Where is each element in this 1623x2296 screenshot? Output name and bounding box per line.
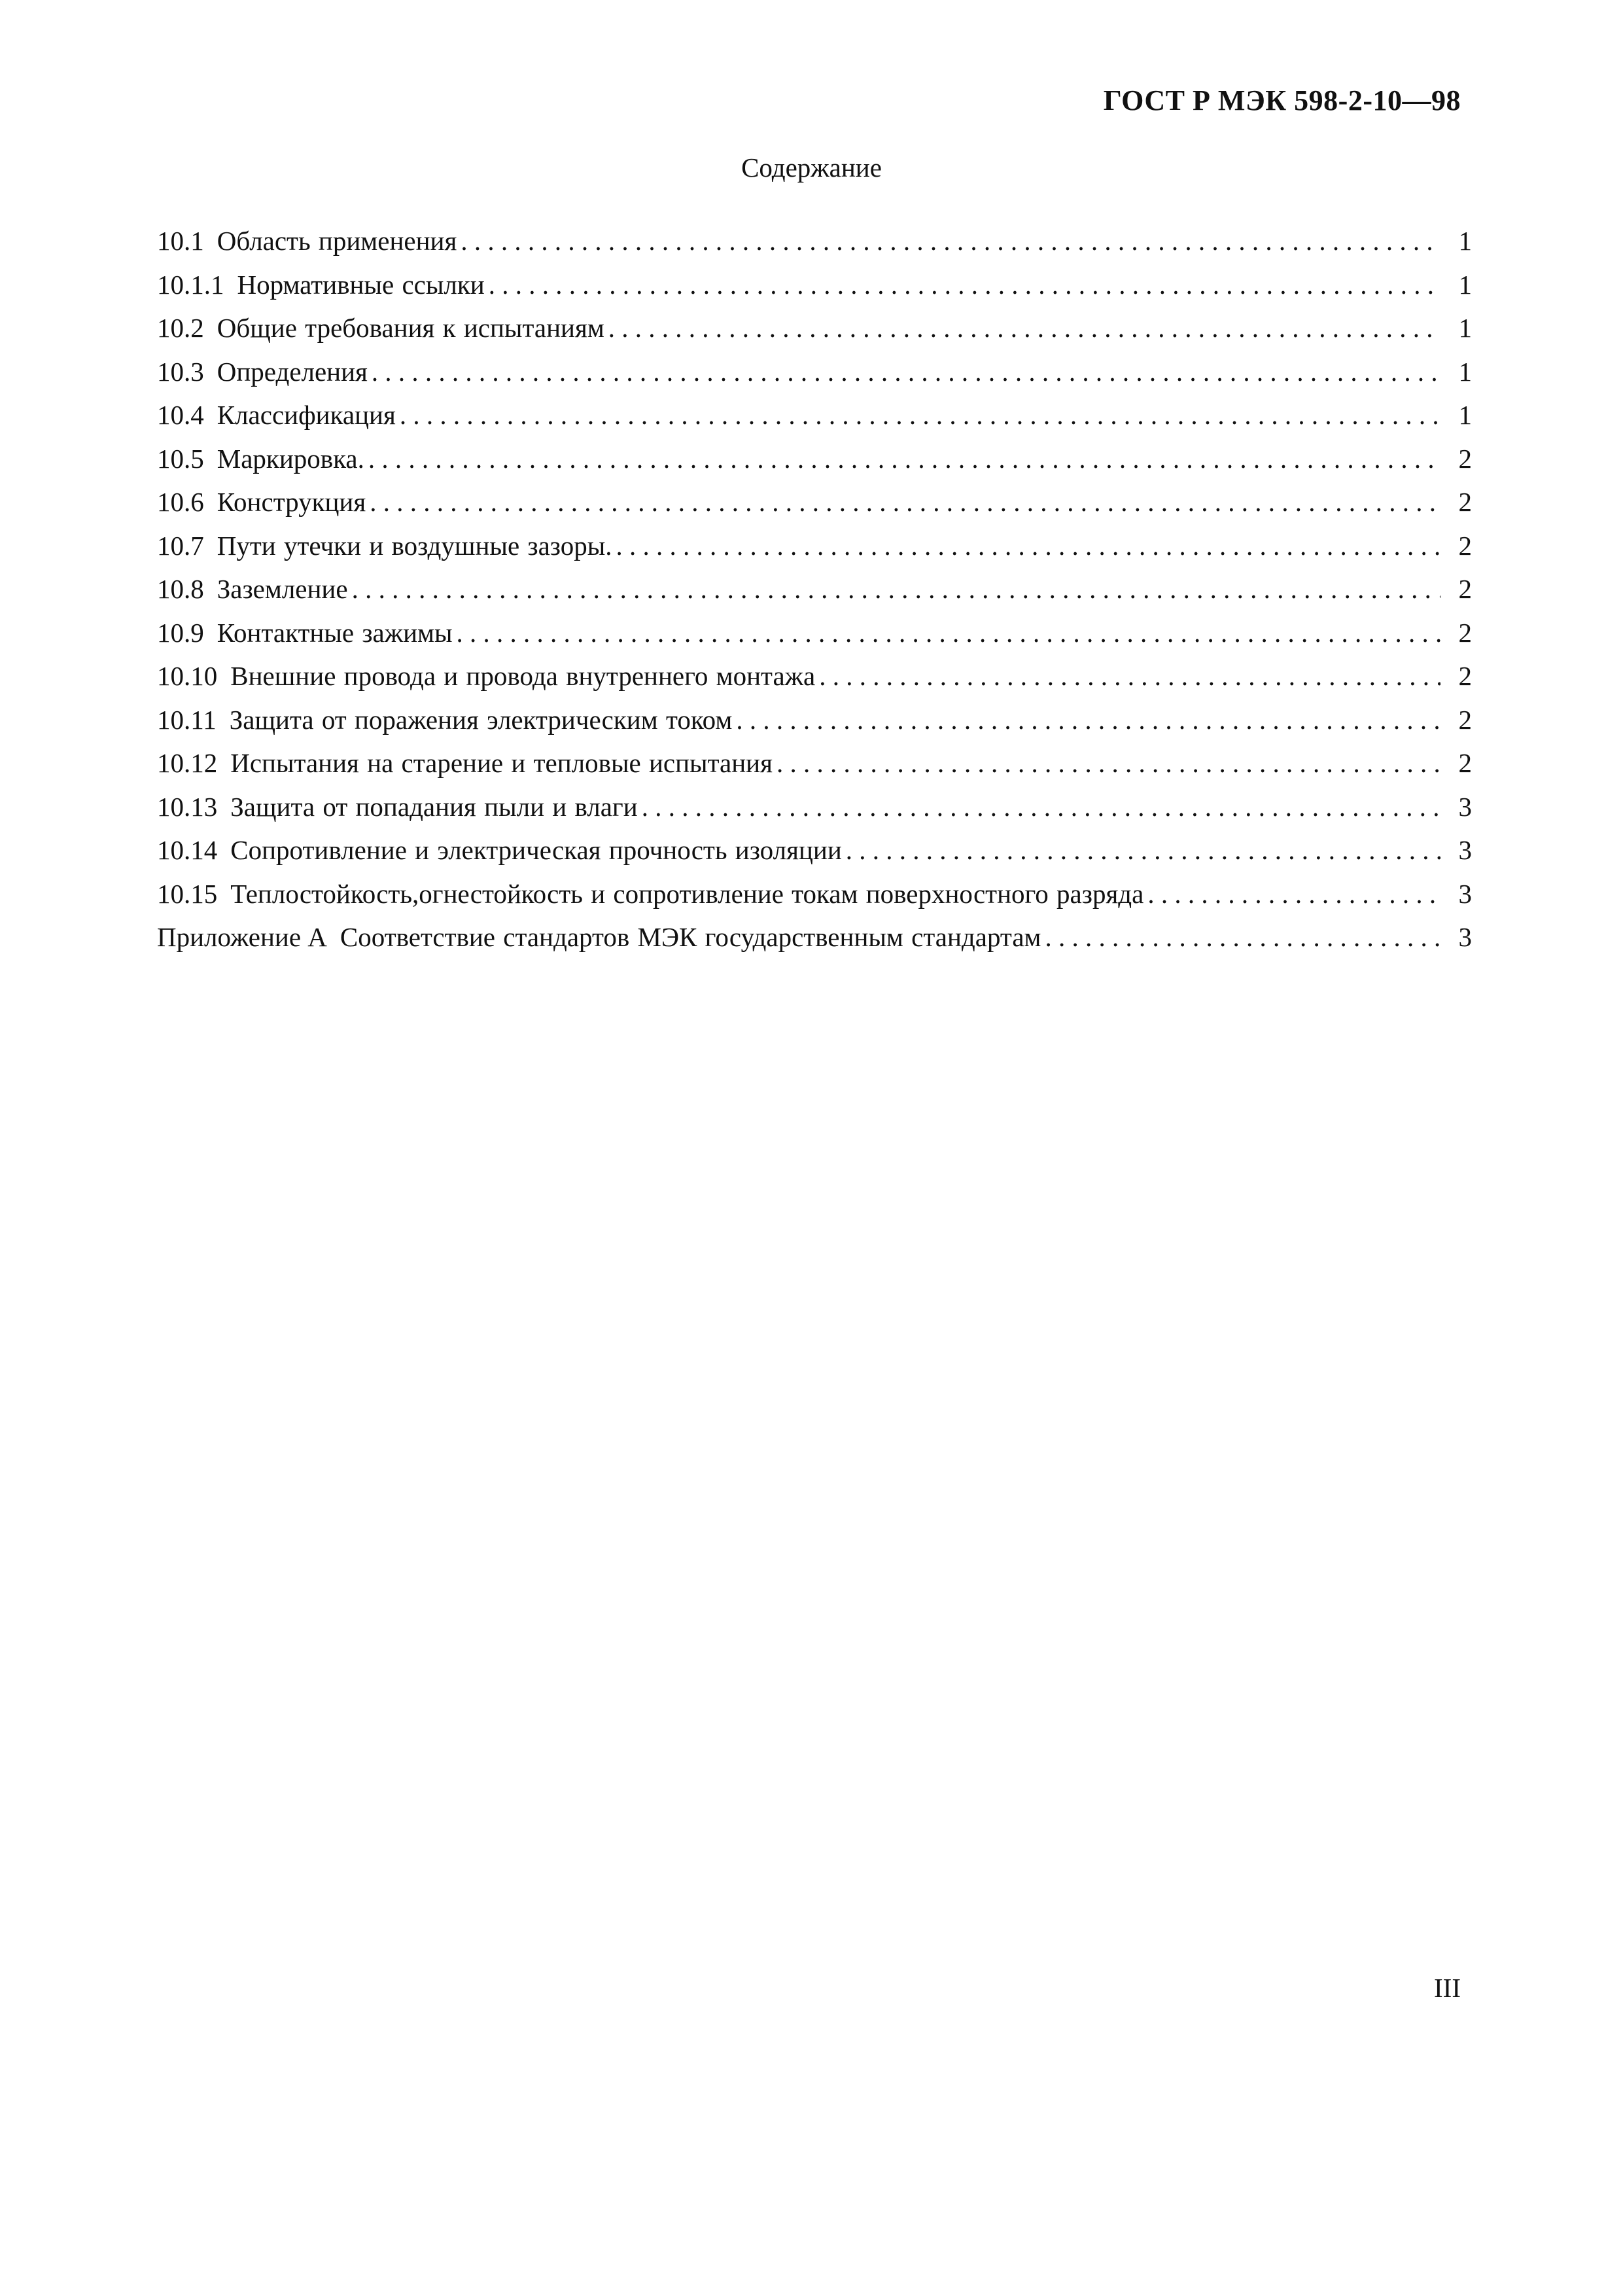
table-of-contents bbox=[157, 225, 1472, 965]
toc-entry-page: 2 bbox=[1458, 443, 1472, 474]
toc-leader-dots bbox=[819, 660, 1440, 692]
toc-entry-number: 10.14 bbox=[157, 835, 218, 865]
toc-entry-number: 10.3 bbox=[157, 356, 204, 387]
toc-leader-dots bbox=[616, 530, 1440, 561]
toc-entry-number: 10.12 bbox=[157, 748, 218, 778]
toc-leader-dots bbox=[489, 269, 1440, 300]
toc-entry-page: 3 bbox=[1458, 878, 1472, 909]
toc-entry-title: Общие требования к испытаниям bbox=[217, 313, 604, 343]
toc-entry-page: 1 bbox=[1458, 356, 1472, 387]
toc-entry-number: 10.11 bbox=[157, 704, 217, 735]
toc-entry-page: 3 bbox=[1458, 791, 1472, 822]
toc-leader-dots bbox=[736, 704, 1440, 735]
toc-entry-number: 10.8 bbox=[157, 574, 204, 604]
toc-entry-title: Определения bbox=[217, 356, 368, 387]
toc-entry-10-6[interactable] bbox=[157, 486, 1472, 530]
toc-leader-dots bbox=[642, 791, 1440, 822]
toc-title: Содержание bbox=[741, 152, 882, 183]
toc-leader-dots bbox=[352, 573, 1440, 605]
toc-entry-10-15[interactable] bbox=[157, 878, 1472, 922]
toc-leader-dots bbox=[372, 356, 1440, 387]
toc-entry-page: 2 bbox=[1458, 748, 1472, 778]
toc-entry-10-14[interactable] bbox=[157, 834, 1472, 878]
toc-entry-title: Заземление bbox=[217, 574, 348, 604]
toc-entry-10-5[interactable] bbox=[157, 443, 1472, 487]
toc-entry-title: Маркировка. bbox=[217, 443, 364, 474]
toc-entry-number: 10.13 bbox=[157, 791, 218, 822]
toc-leader-dots bbox=[457, 617, 1441, 648]
toc-entry-title: Испытания на старение и тепловые испытания bbox=[230, 748, 773, 778]
toc-entry-10-8[interactable] bbox=[157, 573, 1472, 617]
toc-entry-page: 2 bbox=[1458, 530, 1472, 561]
toc-leader-dots bbox=[1147, 878, 1440, 910]
toc-entry-number: 10.6 bbox=[157, 487, 204, 517]
toc-entry-title: Пути утечки и воздушные зазоры. bbox=[217, 530, 612, 561]
toc-leader-dots bbox=[1045, 921, 1440, 953]
toc-entry-number: 10.1 bbox=[157, 226, 204, 256]
toc-entry-page: 2 bbox=[1458, 661, 1472, 691]
toc-entry-number: 10.5 bbox=[157, 443, 204, 474]
toc-leader-dots bbox=[608, 312, 1440, 344]
toc-entry-page: 1 bbox=[1458, 400, 1472, 430]
toc-entry-number: 10.10 bbox=[157, 661, 218, 691]
toc-entry-number: Приложение А bbox=[157, 922, 327, 952]
toc-leader-dots bbox=[461, 225, 1440, 256]
toc-entry-title: Область применения bbox=[217, 226, 457, 256]
toc-entry-number: 10.7 bbox=[157, 530, 204, 561]
toc-leader-dots bbox=[368, 443, 1440, 474]
toc-entry-10-9[interactable] bbox=[157, 617, 1472, 661]
toc-entry-page: 2 bbox=[1458, 617, 1472, 648]
toc-entry-page: 3 bbox=[1458, 835, 1472, 865]
toc-entry-number: 10.1.1 bbox=[157, 269, 224, 300]
toc-entry-page: 3 bbox=[1458, 922, 1472, 952]
toc-entry-title: Сопротивление и электрическая прочность изоляции bbox=[230, 835, 842, 865]
toc-leader-dots bbox=[370, 486, 1440, 518]
toc-entry-10-4[interactable] bbox=[157, 399, 1472, 443]
toc-leader-dots bbox=[846, 834, 1440, 866]
toc-entry-10-13[interactable] bbox=[157, 791, 1472, 835]
toc-entry-10-11[interactable] bbox=[157, 704, 1472, 748]
toc-leader-dots bbox=[777, 747, 1440, 779]
toc-entry-number: 10.2 bbox=[157, 313, 204, 343]
toc-entry-number: 10.4 bbox=[157, 400, 204, 430]
toc-entry-10-3[interactable] bbox=[157, 356, 1472, 400]
toc-entry-10-10[interactable] bbox=[157, 660, 1472, 704]
toc-entry-10-1[interactable] bbox=[157, 225, 1472, 269]
toc-entry-10-2[interactable] bbox=[157, 312, 1472, 356]
toc-entry-title: Соответствие стандартов МЭК государственным стандартам bbox=[340, 922, 1041, 952]
toc-entry-number: 10.15 bbox=[157, 878, 218, 909]
toc-entry-title: Теплостойкость,огнестойкость и сопротивление токам поверхностного разряда bbox=[230, 878, 1144, 909]
toc-entry-title: Нормативные ссылки bbox=[237, 269, 485, 300]
toc-entry-title: Конструкция bbox=[217, 487, 366, 517]
toc-entry-title: Защита от попадания пыли и влаги bbox=[230, 791, 638, 822]
toc-entry-title: Контактные зажимы bbox=[217, 617, 453, 648]
toc-entry-page: 1 bbox=[1458, 269, 1472, 300]
toc-entry-page: 2 bbox=[1458, 704, 1472, 735]
toc-entry-page: 2 bbox=[1458, 487, 1472, 517]
toc-entry-number: 10.9 bbox=[157, 617, 204, 648]
page-number: III bbox=[1434, 1973, 1461, 2003]
toc-entry-10-12[interactable] bbox=[157, 747, 1472, 791]
document-code-header: ГОСТ Р МЭК 598-2-10—98 bbox=[1103, 84, 1461, 116]
toc-entry-title: Внешние провода и провода внутреннего монтажа bbox=[230, 661, 816, 691]
toc-entry-page: 2 bbox=[1458, 574, 1472, 604]
toc-entry-10-1-1[interactable] bbox=[157, 269, 1472, 313]
toc-entry-10-7[interactable] bbox=[157, 530, 1472, 574]
toc-entry-title: Классификация bbox=[217, 400, 396, 430]
toc-entry-appendix-a[interactable] bbox=[157, 921, 1472, 965]
toc-entry-page: 1 bbox=[1458, 313, 1472, 343]
toc-entry-page: 1 bbox=[1458, 226, 1472, 256]
toc-entry-title: Защита от поражения электрическим током bbox=[229, 704, 733, 735]
toc-leader-dots bbox=[400, 399, 1440, 431]
